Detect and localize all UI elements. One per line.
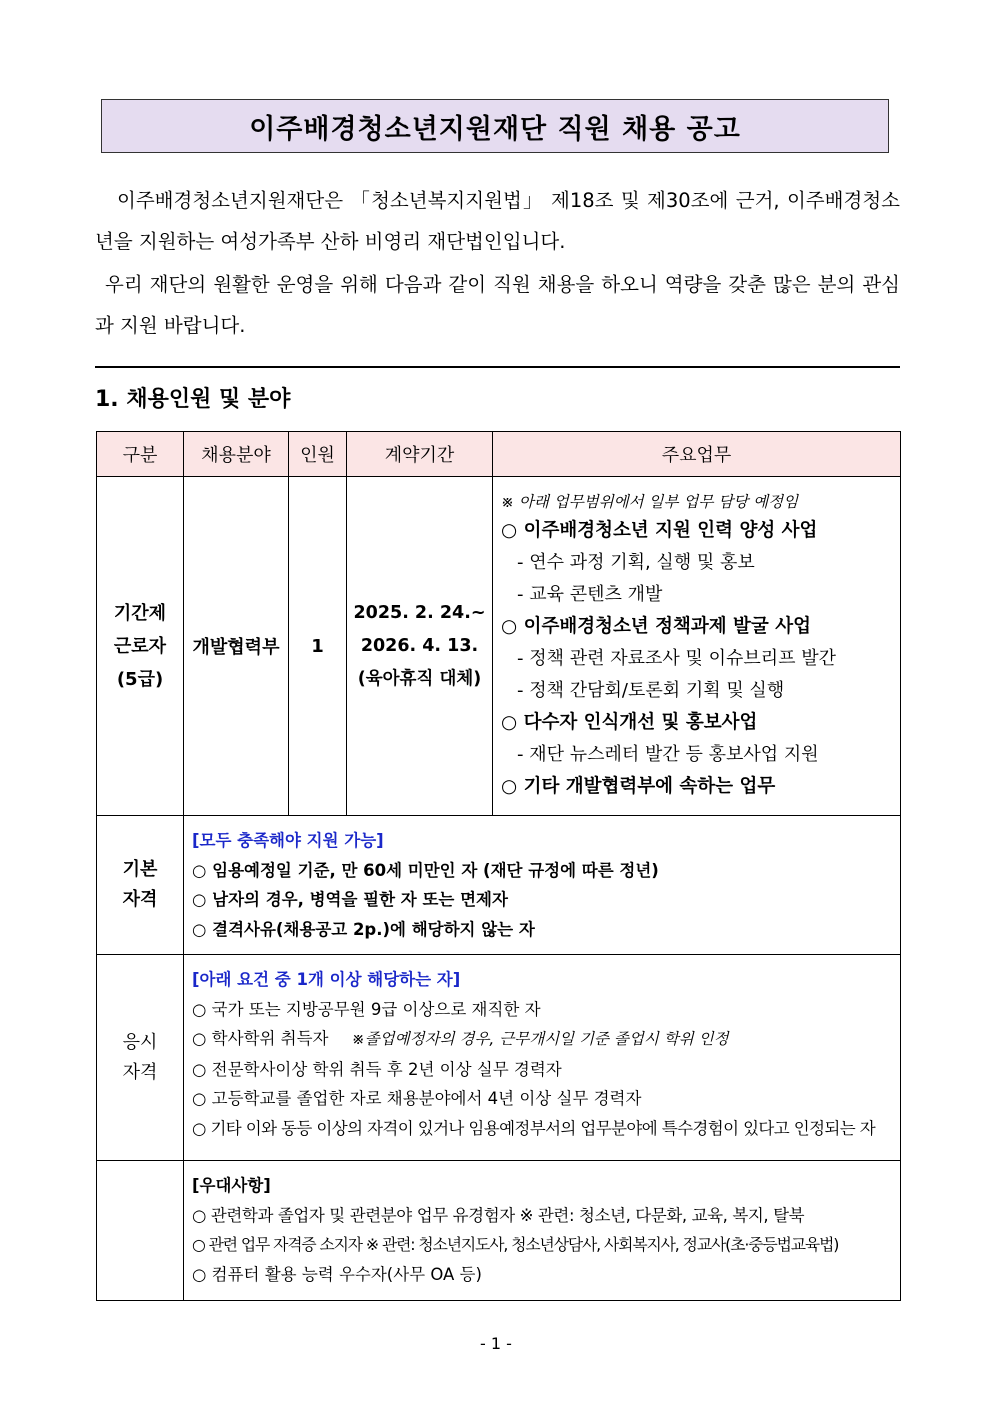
header-period: 계약기간: [347, 432, 493, 477]
page-number: - 1 -: [480, 1334, 512, 1353]
apply-qualification: [184, 955, 901, 1161]
label-line: 기본: [122, 859, 158, 880]
duty-item: ○ 기타 개발협력부에 속하는 업무: [501, 776, 776, 797]
table-row: [97, 955, 901, 1161]
employment-type: [97, 477, 184, 816]
recruitment-table: [96, 431, 901, 1301]
graduation-note: ※졸업예정자의 경우, 근무개시일 기준 졸업시 학위 인정: [351, 1030, 729, 1048]
basic-item: ○ 임용예정일 기준, 만 60세 미만인 자 (재단 규정에 따른 정년): [192, 860, 659, 880]
section-title: 1. 채용인원 및 분야: [95, 387, 291, 412]
duties-note: ※ 아래 업무범위에서 일부 업무 담당 예정임: [501, 493, 799, 511]
main-duties: [493, 477, 901, 816]
duty-item: ○ 이주배경청소년 지원 인력 양성 사업: [501, 520, 818, 541]
apply-item: ○ 고등학교를 졸업한 자로 채용분야에서 4년 이상 실무 경력자: [192, 1089, 642, 1108]
header-type: 구분: [97, 432, 184, 477]
table-row: [97, 816, 901, 955]
duty-subitem: - 재단 뉴스레터 발간 등 홍보사업 지원: [517, 744, 819, 765]
contract-period: [347, 477, 493, 816]
duty-subitem: - 정책 간담회/토론회 기획 및 실행: [517, 680, 785, 701]
period-line: 2025. 2. 24.~: [353, 602, 486, 623]
divider: [95, 366, 900, 368]
basic-qualification-label: [97, 816, 184, 955]
recruit-field: 개발협력부: [184, 477, 289, 816]
label-line: 응시: [122, 1031, 158, 1053]
page-title: 이주배경청소년지원재단 직원 채용 공고: [101, 99, 889, 153]
preference-heading: [우대사항]: [192, 1176, 271, 1195]
intro-paragraph-1: 이주배경청소년지원재단은 「청소년복지지원법」 제18조 및 제30조에 근거, 이주배경청소년을 지원하는 여성가족부 산하 비영리 재단법인입니다.: [95, 189, 900, 253]
intro-paragraph-2: 우리 재단의 원활한 운영을 위해 다음과 같이 직원 채용을 하오니 역량을 갖춘 많은 분의 관심과 지원 바랍니다.: [95, 273, 900, 337]
label-line: 자격: [122, 1061, 158, 1083]
period-line: 2026. 4. 13.: [360, 635, 479, 656]
apply-item: ○ 국가 또는 지방공무원 9급 이상으로 재직한 자: [192, 999, 541, 1019]
preference-item: ○ 관련학과 졸업자 및 관련분야 업무 유경험자 ※ 관련: 청소년, 다문화, 교육, 복지, 탈북: [192, 1205, 805, 1225]
period-line: (육아휴직 대체): [357, 668, 482, 689]
label-line: 자격: [122, 889, 158, 910]
basic-item: ○ 결격사유(채용공고 2p.)에 해당하지 않는 자: [192, 919, 535, 939]
duty-item: ○ 다수자 인식개선 및 홍보사업: [501, 712, 758, 733]
recruit-count: 1: [289, 477, 347, 816]
basic-heading: [모두 충족해야 지원 가능]: [192, 831, 384, 850]
apply-qualification-label: [97, 955, 184, 1161]
apply-heading: [아래 요건 중 1개 이상 해당하는 자]: [192, 970, 461, 989]
table-row: [97, 477, 901, 816]
table-header-row: [97, 432, 901, 477]
apply-item: ○ 전문학사이상 학위 취득 후 2년 이상 실무 경력자: [192, 1059, 562, 1079]
type-line: 근로자: [113, 635, 167, 657]
duty-subitem: - 교육 콘텐츠 개발: [517, 584, 663, 605]
header-count: 인원: [289, 432, 347, 477]
duty-subitem: - 연수 과정 기획, 실행 및 홍보: [517, 552, 755, 573]
preferences: [184, 1161, 901, 1301]
header-duties: 주요업무: [493, 432, 901, 477]
duty-item: ○ 이주배경청소년 정책과제 발굴 사업: [501, 616, 811, 637]
table-row: [97, 1161, 901, 1301]
apply-item-text: ○ 학사학위 취득자: [192, 1029, 329, 1048]
preference-item: ○ 관련 업무 자격증 소지자 ※ 관련: 청소년지도사, 청소년상담사, 사회복지사, 정교사(초·중등법교육법): [192, 1235, 839, 1254]
type-line: (5급): [116, 668, 164, 690]
apply-item: ○ 기타 이와 동등 이상의 자격이 있거나 임용예정부서의 업무분야에 특수경험이 있다고 인정되는 자: [192, 1118, 876, 1138]
header-field: 채용분야: [184, 432, 289, 477]
preference-item: ○ 컴퓨터 활용 능력 우수자(사무 OA 등): [192, 1264, 482, 1284]
basic-item: ○ 남자의 경우, 병역을 필한 자 또는 면제자: [192, 890, 508, 909]
basic-qualification: [184, 816, 901, 955]
duty-subitem: - 정책 관련 자료조사 및 이슈브리프 발간: [517, 648, 837, 669]
type-line: 기간제: [113, 602, 167, 624]
apply-item: [192, 1024, 894, 1055]
preference-label: [97, 1161, 184, 1301]
